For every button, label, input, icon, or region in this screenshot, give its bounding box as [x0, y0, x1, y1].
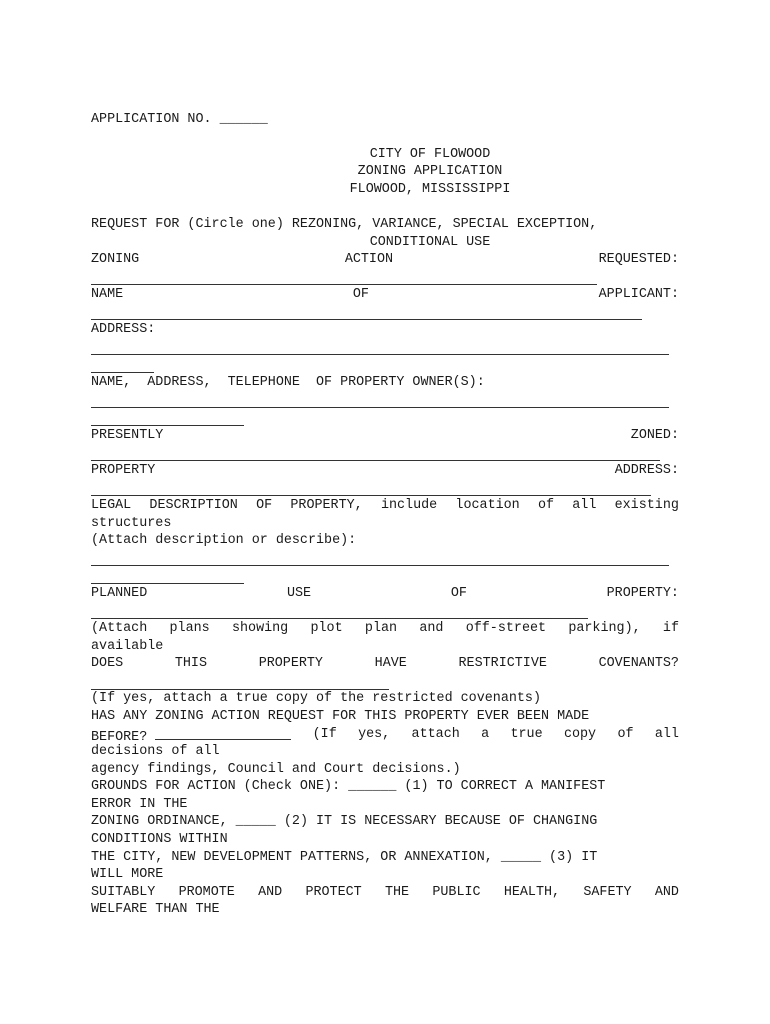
- word: existing: [614, 498, 679, 513]
- word: SAFETY: [583, 885, 632, 900]
- word: showing: [231, 621, 289, 636]
- word: APPLICANT:: [598, 287, 679, 302]
- word: parking),: [568, 621, 641, 636]
- word: HEALTH,: [503, 885, 561, 900]
- word: DESCRIPTION: [149, 498, 238, 513]
- word: NAME: [91, 287, 124, 302]
- word: ACTION: [344, 252, 394, 267]
- planned-use-field[interactable]: [91, 618, 588, 619]
- city-location: FLOWOOD, MISSISSIPPI: [349, 182, 511, 197]
- word: BEFORE?: [91, 727, 291, 746]
- property-address-label: [91, 463, 679, 479]
- form-title: ZONING APPLICATION: [357, 164, 503, 179]
- word: PROTECT: [305, 885, 362, 900]
- applicant-address-field-continued[interactable]: [91, 372, 154, 373]
- presently-zoned-field[interactable]: [91, 460, 660, 461]
- word: LEGAL: [91, 498, 132, 513]
- word: off-street: [465, 621, 547, 636]
- grounds-option-2-continued: CONDITIONS WITHIN: [91, 832, 228, 847]
- word: yes,: [358, 727, 391, 742]
- attach-plans-available: available: [91, 639, 164, 654]
- restrictive-covenants-label: [91, 656, 679, 672]
- word: plans: [169, 621, 210, 636]
- word: location: [455, 498, 520, 513]
- word: true: [510, 727, 543, 742]
- word: COVENANTS?: [598, 656, 679, 671]
- grounds-option-1-continued: ERROR IN THE: [91, 797, 188, 812]
- request-type-conditional-use: CONDITIONAL USE: [369, 235, 491, 250]
- restrictive-covenants-field[interactable]: [91, 689, 389, 690]
- legal-description-attach: (Attach description or describe):: [91, 533, 357, 548]
- word: (If: [312, 727, 337, 742]
- word: AND: [258, 885, 283, 900]
- word: OF: [256, 498, 273, 513]
- property-owner-field-continued[interactable]: [91, 425, 244, 426]
- grounds-public-welfare-line: [91, 885, 679, 901]
- word: if: [662, 621, 679, 636]
- application-number: [91, 112, 268, 128]
- word: attach: [411, 727, 460, 742]
- word: and: [419, 621, 444, 636]
- word: a: [481, 727, 490, 742]
- word: DOES: [91, 656, 124, 671]
- word: PRESENTLY: [91, 428, 164, 443]
- word: include: [380, 498, 438, 513]
- applicant-name-field[interactable]: [91, 319, 642, 320]
- word: ZONING: [91, 252, 140, 267]
- prior-action-findings: agency findings, Council and Court decisions.): [91, 762, 461, 777]
- word: PROPERTY: [258, 656, 323, 671]
- word: PROPERTY: [91, 463, 156, 478]
- grounds-option-2-checkbox[interactable]: _____: [235, 814, 276, 829]
- word: all: [654, 727, 679, 742]
- grounds-option-2: ZONING ORDINANCE, _____ (2) IT IS NECESSARY BECAUSE OF CHANGING: [91, 814, 598, 829]
- grounds-option-1: GROUNDS FOR ACTION (Check ONE): ______ (1) TO CORRECT A MANIFEST: [91, 779, 606, 794]
- grounds-option-1-checkbox[interactable]: ______: [348, 779, 397, 794]
- applicant-address-field[interactable]: [91, 354, 669, 355]
- grounds-option-3: THE CITY, NEW DEVELOPMENT PATTERNS, OR ANNEXATION, _____ (3) IT: [91, 850, 598, 865]
- prior-action-answer-field[interactable]: [155, 727, 291, 740]
- word: PUBLIC: [432, 885, 481, 900]
- application-number-label: APPLICATION NO.: [91, 112, 220, 127]
- word: OF: [450, 586, 467, 601]
- word: copy: [563, 727, 597, 742]
- word: USE: [286, 586, 312, 601]
- prior-action-question: HAS ANY ZONING ACTION REQUEST FOR THIS PROPERTY EVER BEEN MADE: [91, 709, 590, 724]
- attach-plans-note: [91, 621, 679, 637]
- grounds-option-3-continued: WILL MORE: [91, 867, 164, 882]
- application-number-blank[interactable]: ______: [219, 112, 268, 127]
- word: REQUESTED:: [598, 252, 679, 267]
- word: ADDRESS:: [614, 463, 679, 478]
- request-type-line: REQUEST FOR (Circle one) REZONING, VARIANCE, SPECIAL EXCEPTION,: [91, 217, 598, 232]
- word: RESTRICTIVE: [458, 656, 547, 671]
- grounds-welfare-continued: WELFARE THAN THE: [91, 902, 220, 917]
- legal-description-structures: structures: [91, 516, 172, 531]
- word: SUITABLY: [91, 885, 156, 900]
- applicant-name-label: [91, 287, 679, 303]
- city-name: CITY OF FLOWOOD: [369, 147, 491, 162]
- planned-use-label: [91, 586, 679, 602]
- grounds-option-3-checkbox[interactable]: _____: [500, 850, 542, 865]
- zoning-action-requested-label: [91, 252, 679, 268]
- word: all: [572, 498, 597, 513]
- word: PROMOTE: [178, 885, 235, 900]
- word: ZONED:: [630, 428, 679, 443]
- zoning-action-requested-field[interactable]: [91, 284, 597, 285]
- legal-description-field[interactable]: [91, 565, 669, 566]
- restrictive-covenants-note: (If yes, attach a true copy of the restricted covenants): [91, 691, 541, 706]
- word: plot: [310, 621, 343, 636]
- word: HAVE: [374, 656, 407, 671]
- prior-action-decisions: decisions of all: [91, 744, 220, 759]
- legal-description-label: [91, 498, 679, 514]
- word: of: [537, 498, 555, 513]
- legal-description-field-continued[interactable]: [91, 583, 244, 584]
- presently-zoned-label: [91, 428, 679, 444]
- property-owner-field[interactable]: [91, 407, 669, 408]
- word: (Attach: [91, 621, 148, 636]
- word: of: [617, 727, 634, 742]
- word: AND: [654, 885, 679, 900]
- word: OF: [352, 287, 369, 302]
- word: PROPERTY,: [290, 498, 363, 513]
- applicant-address-label: ADDRESS:: [91, 322, 156, 337]
- word: PLANNED: [91, 586, 148, 601]
- word: THIS: [174, 656, 207, 671]
- property-owner-label: NAME, ADDRESS, TELEPHONE OF PROPERTY OWNER(S):: [91, 375, 485, 390]
- word: THE: [384, 885, 410, 900]
- word: plan: [364, 621, 398, 636]
- word: PROPERTY:: [606, 586, 679, 601]
- property-address-field[interactable]: [91, 495, 651, 496]
